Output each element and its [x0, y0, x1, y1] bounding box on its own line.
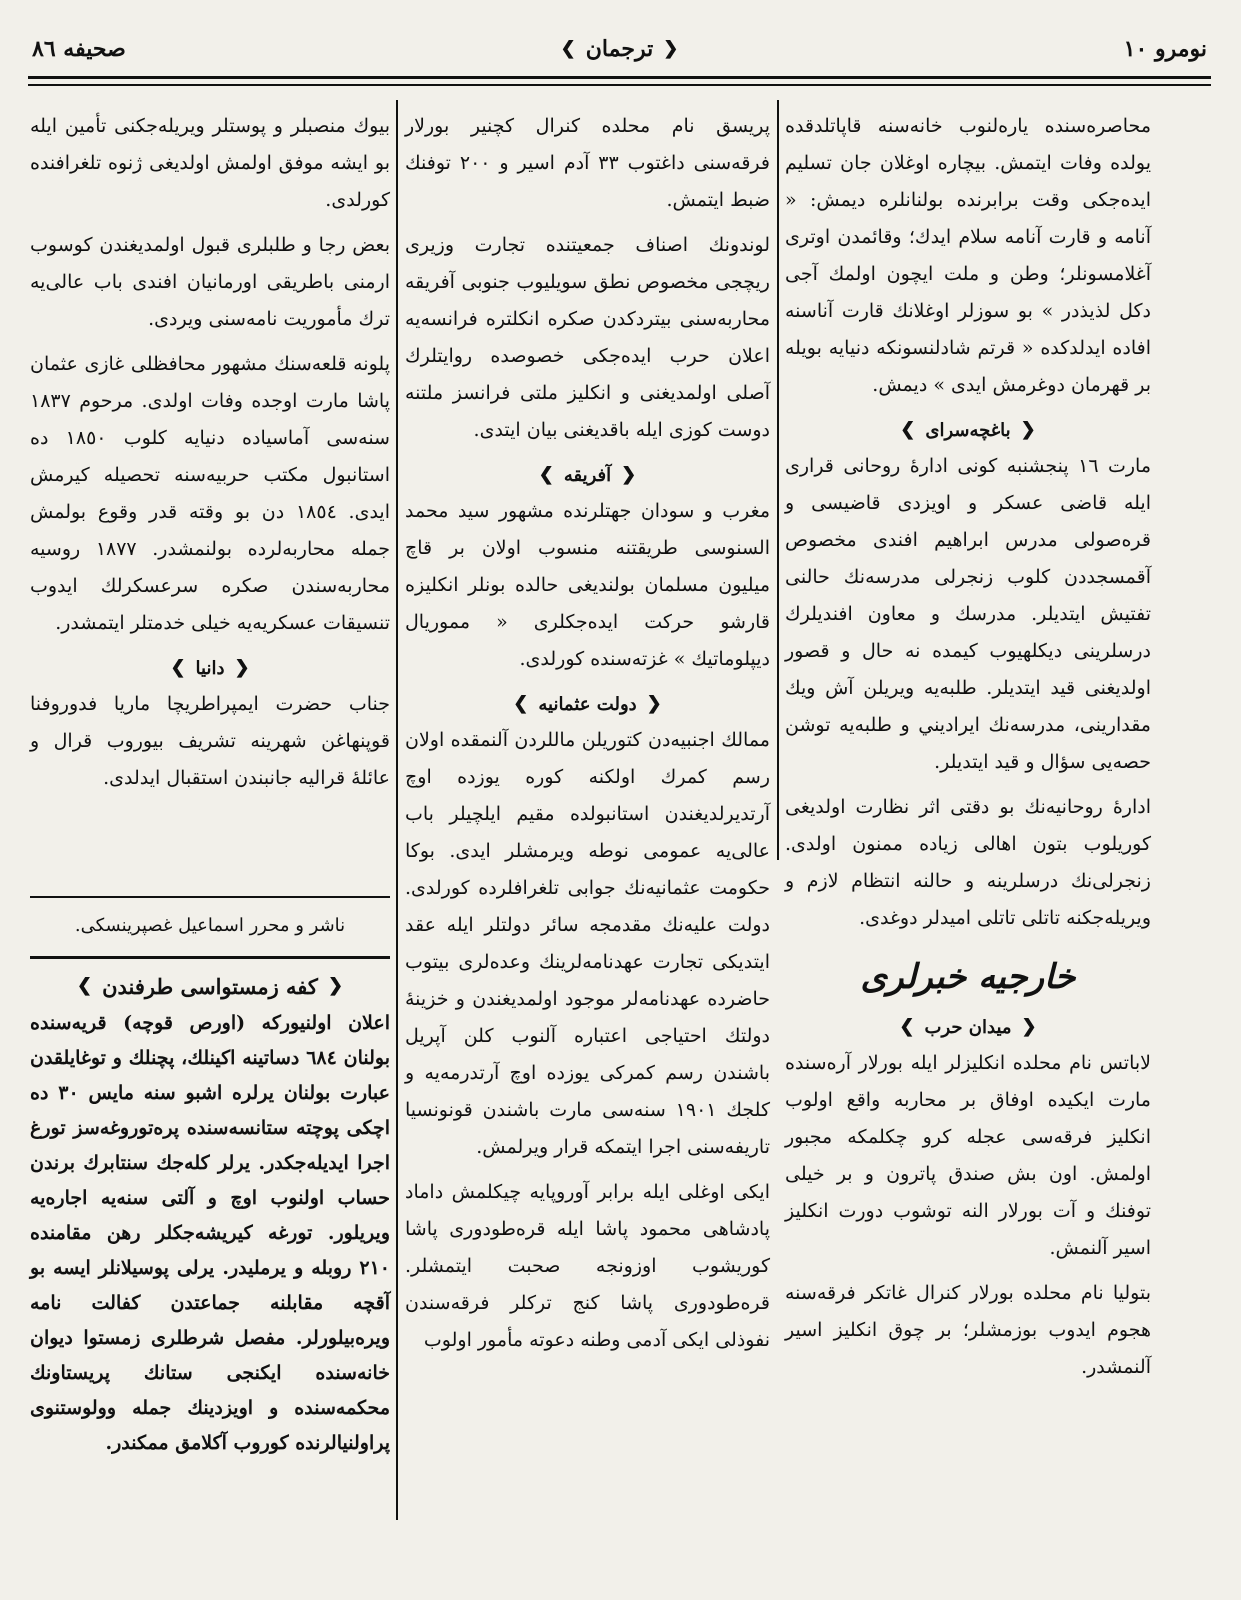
section-heading [785, 1009, 1151, 1045]
section-heading [405, 457, 770, 493]
ornament-icon: ❯ [170, 657, 186, 678]
ornament-icon: ❮ [1020, 419, 1036, 440]
article-paragraph: لاباتس نام محلده انكليزلر ايله بورلار آره‌سنده مارت ايكيده اوفاق بر محاربه واقع اولوب انكليز فرقه‌سى عجله كرو چكلمكه مجبور اولمش. اون بش صندق پاترون و بر خيلى توفنك و آت بورلار النه توشوب دورت انكليز اسير آلنمش. [785, 1052, 1151, 1259]
section-title: آفريقه [563, 464, 612, 486]
page-header [28, 28, 1211, 78]
header-rule-bottom [28, 84, 1211, 86]
article-paragraph: جناب حضرت ايمپراطريچا ماريا فدوروفنا قوپنهاغن شهرينه تشريف بيوروب قرال و عائلهٔ قراليه جانبندن استقبال ايدلدى. [30, 693, 390, 789]
ornament-icon: ❮ [646, 693, 662, 714]
article-paragraph: محاصره‌سنده ياره‌لنوب خانه‌سنه قاپاتلدقده يولده وفات ايتمش. بيچاره اوغلان جان تسليم ايده‌جكى وقت برابرنده بولنانلره ديمش: « آنامه و قارت آنامه سلام ايدك؛ وقائمدن اوترى آغلامسونلر؛ وطن و ملت ايچون اولمك آجى دكل لذيذدر » بو سوزلر اوغلانك قارت آناسنه افاده ايدلدكده « قرتم شادلنسونكه دنيايه بويله بر قهرمان دوغرمش ايدى » ديمش. [785, 115, 1151, 396]
ornament-right-icon: ❯ [560, 38, 576, 59]
ornament-icon: ❯ [76, 975, 93, 996]
section-heading [30, 650, 390, 686]
article-paragraph: بتوليا نام محلده بورلار كنرال غاتكر فرقه‌سنه هجوم ايدوب بوزمشلر؛ بر چوق انكليز اسير آلنمشدر. [785, 1282, 1151, 1378]
advertisement [30, 966, 390, 1461]
article-paragraph: پريسق نام محلده كنرال كچنير بورلار فرقه‌سنى داغتوب ٣٣ آدم اسير و ٢٠٠ توفنك ضبط ايتمش. [405, 115, 770, 211]
article-paragraph: بيوك منصبلر و پوستلر ويريله‌جكنى تأمين ايله بو ايشه موفق اولمش اولديغى ژنوه تلغرافنده كورلدى. [30, 115, 390, 211]
ornament-icon: ❯ [900, 419, 916, 440]
colophon: ناشر و محرر اسماعيل غصپرينسكى. [74, 915, 346, 936]
issue-number: نومرو ١٠ [1123, 36, 1207, 62]
advertisement-heading [30, 966, 390, 1006]
column-right [785, 108, 1151, 1394]
advertisement-body: اعلان اولنيوركه (اورص قوچه) قريه‌سنده بولنان ٦٨٤ دساتينه اكينلك، پچنلك و توغايلقدن عبارت بولنان يرلره اشبو سنه مايس ٣٠ ده اچكى پوچته ستانسه‌سنده پره‌توروغه‌سز تورغ اجرا ايديله‌جكدر. يرلر كله‌جك سنتابرك برندن حساب اولنوب اوچ و آلتى سنه‌يه اجاره‌يه ويريلور. تورغه كيريشه‌جكلر رهن مقامنده ٢١٠ روبله و يرمليدر. يرلى پوسيلانلر ايسه بو آقچه مقابلنه جماعتدن كفالت نامه ويره‌بيلورلر. مفصل شرطلرى زمستوا ديوان خانه‌سنده ايكنجى ستانك پريستاونك محكمه‌سنده و اويزدينك جمله وولوستنوى پراولنيالرنده كوروب آكلامق ممكندر. [30, 1012, 391, 1454]
article-paragraph: ايكى اوغلى ايله برابر آوروپايه چيكلمش داماد پادشاهى محمود پاشا ايله قره‌طودورى پاشا كوريشوب اوزونجه صحبت ايتمشلر. قره‌طودورى پاشا كنج تركلر فرقه‌سندن نفوذلى ايكى آدمى وطنه دعوته مأمور اولوب [405, 1181, 770, 1351]
header-rule-top [28, 76, 1211, 79]
ornament-icon: ❯ [538, 464, 554, 485]
ornament-icon: ❮ [621, 464, 637, 485]
section-heading [405, 686, 770, 722]
ornament-icon: ❮ [1021, 1016, 1037, 1037]
ornament-icon: ❯ [899, 1016, 915, 1037]
section-title: دولت عثمانيه [538, 693, 637, 715]
column-middle [405, 108, 770, 1367]
section-heading [785, 412, 1151, 448]
column-left [30, 108, 390, 805]
article-paragraph: پلونه قلعه‌سنك مشهور محافظلى غازى عثمان پاشا مارت اوجده وفات اولدى. مرحوم ١٨٣٧ سنه‌سى آماسياده دنيايه كلوب ١٨٥٠ ده استانبول مكتب حربيه‌سنه تحصيله كيرمش ايدى. ١٨٥٤ دن بو وقته قدر وقوع بولمش جمله محاربه‌لرده بولنمشدر. ١٨٧٧ روسيه محاربه‌سندن صكره سرعسكرلك ايدوب تنسيقات عسكريه‌يه خيلى خدمتلر ايتمشدر. [30, 353, 390, 634]
ornament-icon: ❮ [327, 975, 344, 996]
article-paragraph: لوندونك اصناف جمعيتنده تجارت وزيرى ريچجى مخصوص نطق سويليوب جنوبى آفريقه محاربه‌سنى بيتردكدن صكره انكلتره فرانسه‌يه اعلان حرب ايده‌جكى خصوصده روايتلرك آصلى اولمديغنى و انكليز ملتى فرانسز ملتنه دوست كوزى ايله باقديغنى بيان ايتدى. [405, 234, 770, 441]
ornament-icon: ❯ [513, 693, 529, 714]
section-title: ميدان حرب [924, 1016, 1012, 1038]
page-number: صحيفه ٨٦ [32, 36, 126, 62]
ornament-left-icon: ❮ [663, 38, 679, 59]
article-paragraph: ادارهٔ روحانيه‌نك بو دقتى اثر نظارت اولديغى كوريلوب بتون اهالى زياده ممنون اولدى. زنجرلى‌نك درسلرينه و حالنه انتظام لازم و ويريله‌جكنه تاتلى تاتلى اميدلر دوغدى. [785, 796, 1151, 929]
article-paragraph: مغرب و سودان جهتلرنده مشهور سيد محمد السنوسى طريقتنه منسوب اولان بر قاچ ميليون مسلمان بولنديغى حالده بونلر انكليزه قارشو حركت ايده‌جكلرى « مموريال ديپلوماتيك » غزته‌سنده كورلدى. [405, 500, 770, 670]
ornament-icon: ❮ [234, 657, 250, 678]
section-title: باغچه‌سراى [925, 419, 1011, 441]
colophon-rule-bottom [30, 956, 390, 959]
masthead-title: ترجمان [585, 36, 654, 62]
masthead-title-group [561, 36, 679, 62]
article-paragraph: بعض رجا و طلبلرى قبول اولمديغندن كوسوب ارمنى باطريقى اورمانيان افندى باب عالى‌يه ترك مأموريت نامه‌سنى ويردى. [30, 234, 390, 330]
section-title: دانيا [195, 657, 225, 679]
advertisement-title: كفه زمستواسى طرفندن [102, 973, 318, 999]
column-divider-right [777, 100, 779, 860]
foreign-news-heading: خارجيه خبرلرى [860, 957, 1076, 997]
article-paragraph: مارت ١٦ پنجشنبه كونى ادارهٔ روحانى قرارى ايله قاضى عسكر و اويزدى قاضيسى و قره‌صولى مدرس ابراهيم افندى مخصوص آقمسجددن كلوب زنجرلى مدرسه‌نك حالنى تفتيش ايتديلر. مدرسك و معاون افنديلرك درسلرينى ديكلهيوب كيمده نه حال و قصور اولديغنى قيد ايتديلر. طلبه‌يه ويريلن آش ويك مقدارينى، مدرسه‌نك ايراديني و طلبه‌يه توشن حصه‌يى سؤال و قيد ايتديلر. [785, 455, 1151, 773]
column-divider-left [396, 100, 398, 1520]
article-paragraph: ممالك اجنبيه‌دن كتوريلن ماللردن آلنمقده اولان رسم كمرك اولكنه كوره يوزده اوچ آرتديرلديغندن استانبولده مقيم ايلچيلر باب عالى‌يه عمومى نوطه ويرمشلر ايدى. بوكا حكومت عثمانيه‌نك جوابى تلغرافلرده كورلدى. دولت عليه‌نك مقدمجه سائر دولتلر ايله عقد ايتديكى تجارت عهدنامه‌لرينك وعده‌لرى بيتوب حاضرده عهدنامه‌لر موجود اولمديغندن و خزينهٔ دولتك احتياجى اعتباره آلنوب كلن آپريل باشندن رسم كمركى يوزده اوچ آرتدرمه‌يه و كلجك ١٩٠١ سنه‌سى مارت باشندن قونونسيا تاريفه‌سنى اجرا ايتمكه قرار ويرلمش. [405, 729, 770, 1158]
